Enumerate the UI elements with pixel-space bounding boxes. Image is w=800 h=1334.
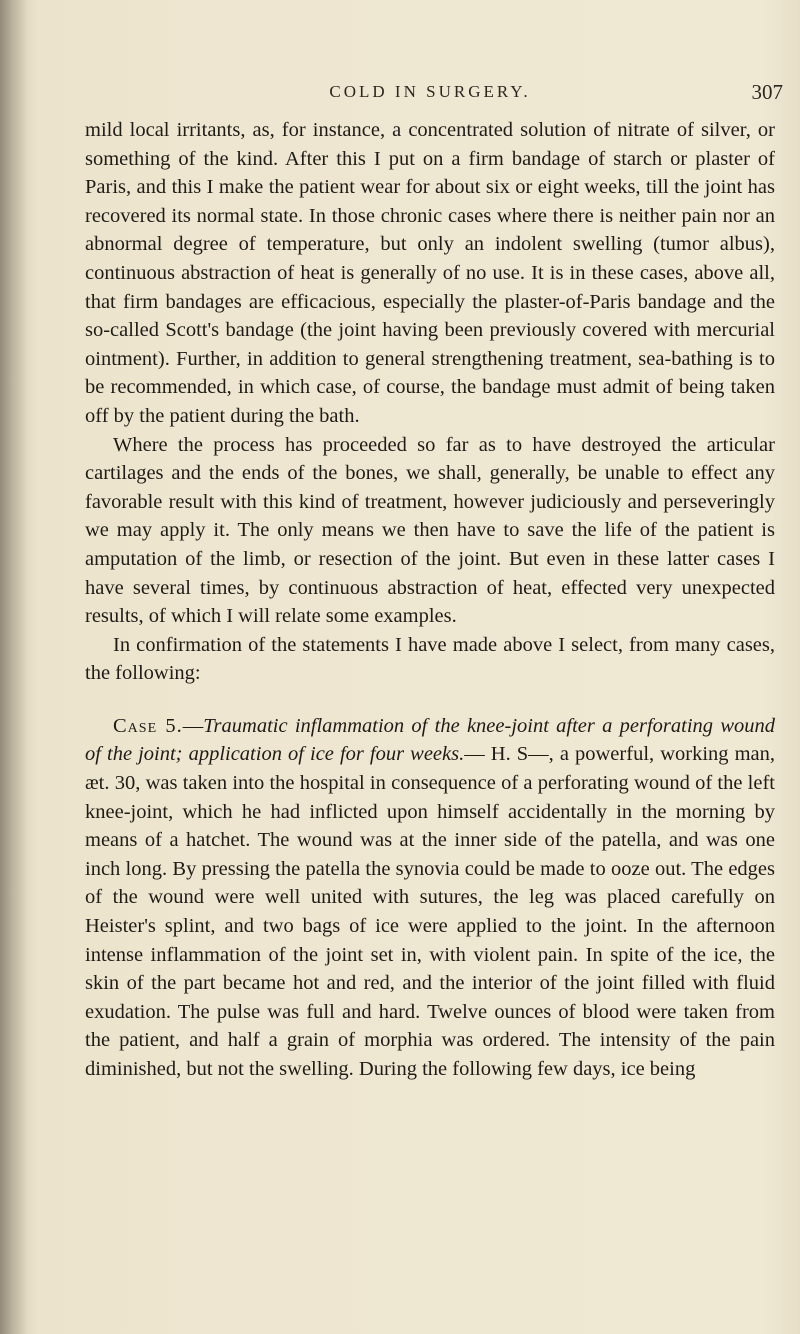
- case-title: Traumatic inflammation of the knee-joint after a perforating wound of the joint; application of ice for four weeks.: [85, 714, 775, 766]
- paragraph-2: Where the process has proceeded so far as to have destroyed the articular cartilages and the ends of the bones, we shall, generally, be unable to effect any favorable result with this kind of treatment, however judiciously and perseveringly we may apply it. The only means we then have to save the life of the patient is amputation of the limb, or resection of the joint. But even in these latter cases I have several times, by continuous abstraction of heat, effected very unexpected results, of which I will relate some examples.: [85, 433, 775, 628]
- body-text: [85, 116, 775, 1084]
- running-title: COLD IN SURGERY.: [329, 82, 531, 101]
- paragraph-1: mild local irritants, as, for instance, a concentrated solution of nitrate of silver, or something of the kind. After this I put on a firm bandage of starch or plaster of Paris, and this I make the patient wear for about six or eight weeks, till the joint has recovered its normal state. In those chronic cases where there is neither pain nor an abnormal degree of temperature, but only an indolent swelling (tumor albus), continuous abstraction of heat is generally of no use. It is in these cases, above all, that firm bandages are efficacious, especially the plaster-of-Paris bandage and the so-called Scott's bandage (the joint having been previously covered with mercurial ointment). Further, in addition to general strengthening treatment, sea-bathing is to be recommended, in which case, of course, the bandage must admit of being taken off by the patient during the bath.: [85, 119, 775, 427]
- running-head: [85, 80, 783, 110]
- paragraph-3: In confirmation of the statements I have made above I select, from many cases, the following:: [85, 633, 775, 685]
- binding-shadow: [0, 0, 28, 1334]
- case-text: — H. S—, a powerful, working man, æt. 30, was taken into the hospital in consequence of a perforating wound of the left knee-joint, which he had inflicted upon himself accidentally in the morning by means of a hatchet. The wound was at the inner side of the patella, and was one inch long. By pressing the patella the synovia could be made to ooze out. The edges of the wound were well united with sutures, the leg was placed carefully on Heister's splint, and two bags of ice were applied to the joint. In the afternoon intense inflammation of the joint set in, with violent pain. In spite of the ice, the skin of the part became hot and red, and the interior of the joint filled with fluid exudation. The pulse was full and hard. Twelve ounces of blood were taken from the patient, and half a grain of morphia was ordered. The intensity of the pain diminished, but not the swelling. During the following few days, ice being: [85, 743, 775, 1080]
- page-number: 307: [751, 80, 783, 104]
- case-label: Case 5.: [113, 714, 183, 737]
- case-5-paragraph: [85, 712, 775, 1084]
- case-dash: —: [182, 714, 204, 737]
